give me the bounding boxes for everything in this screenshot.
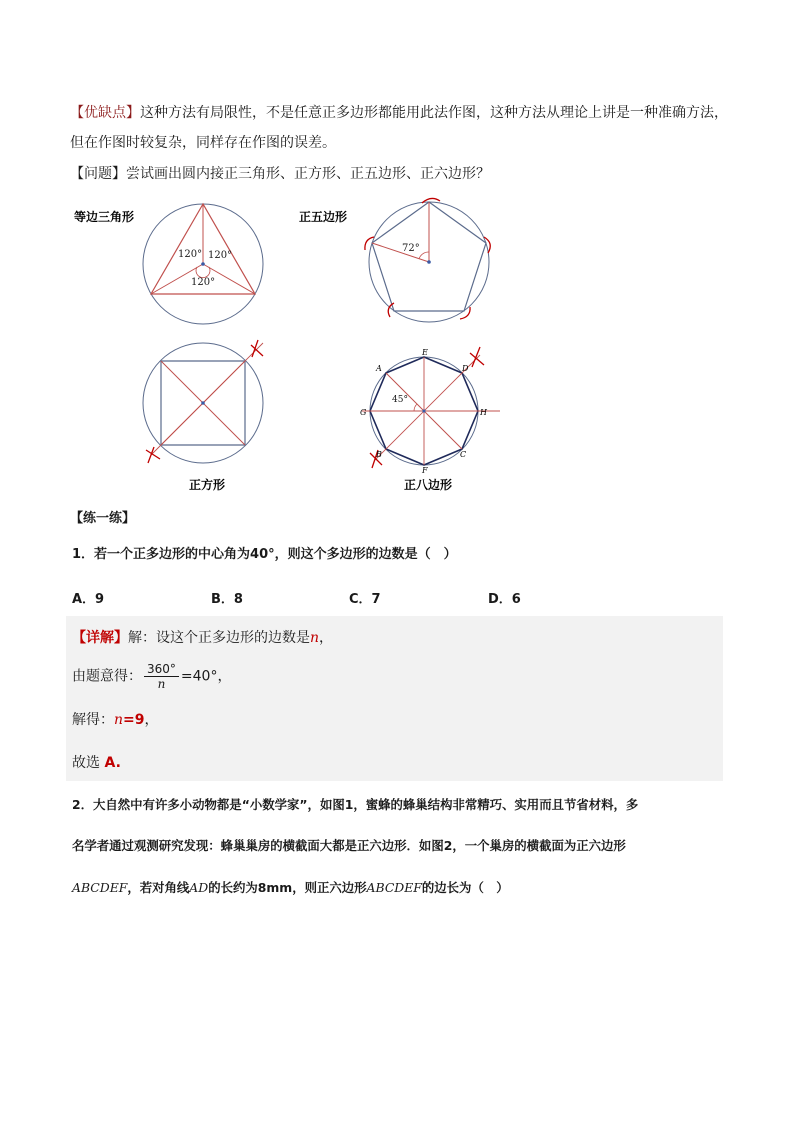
solution-result: =9 [123,712,145,728]
solution-fraction [144,662,179,691]
triangle-figure [143,204,263,324]
octagon-point-d: D [462,364,469,373]
octagon-point-e: E [422,348,428,357]
q2-text-3a: ，若对角线 [127,880,190,895]
solution-line-4 [72,753,121,773]
intro-tag: 【优缺点】 [70,105,140,121]
q2-var-abcdef: ABCDEF [72,880,128,895]
intro-text-1: 这种方法有局限性，不是任意正多边形都能用此法作图，这种方法从理论上讲是一种准确方法， [140,105,728,121]
octagon-label: 正八边形 [404,478,453,492]
octagon-point-f: F [422,466,428,475]
polygon-figures [60,195,520,500]
q2-line-1: 2．大自然中有许多小动物都是“小数学家”，如图1，蜜蜂的蜂巢结构非常精巧、实用而且节省材料，多 [72,797,639,812]
practice-heading: 【练一练】 [70,511,136,526]
octagon-point-a: A [376,364,382,373]
solution-text-3: 解得： [72,712,114,728]
triangle-angle-1: 120° [178,249,203,260]
fraction-numerator: 360° [144,662,179,677]
solution-tag: 【详解】 [72,630,128,646]
q1-choice-b: B．8 [211,592,243,607]
square-figure [143,340,263,463]
intro-line-1 [70,103,728,123]
question-line [70,164,490,184]
solution-line-3 [72,710,159,730]
q2-var-abcdef-2: ABCDEF [366,880,422,895]
octagon-point-h: H [480,408,487,417]
octagon-point-c: C [460,450,467,459]
q1-choice-d: D．6 [488,592,521,607]
pentagon-angle: 72° [402,243,420,254]
pentagon-figure [365,198,490,322]
q2-text-3b: 的长约为8mm，则正六边形 [208,880,367,895]
q1-choice-a: A．9 [72,592,105,607]
octagon-point-g: G [360,408,367,417]
solution-text-4: 故选 [72,755,100,771]
octagon-angle: 45° [392,395,408,405]
q2-line-3 [72,878,509,898]
question-text: 尝试画出圆内接正三角形、正方形、正五边形、正六边形？ [126,166,490,182]
q2-text-3c: 的边长为（ ） [421,880,509,895]
solution-answer: A [104,755,116,771]
solution-answer-dot: . [115,755,121,771]
q1-choice-c: C．7 [349,592,381,607]
triangle-label: 等边三角形 [74,210,135,224]
square-label: 正方形 [189,478,226,492]
octagon-point-b: B [376,450,382,459]
octagon-figure [360,347,500,475]
solution-var-n: n [310,630,320,646]
q1-stem: 1．若一个正多边形的中心角为40°，则这个多边形的边数是（ ） [72,547,457,562]
solution-text-2: 由题意得： [72,668,142,685]
intro-line-2: 但在作图时较复杂，同样存在作图的误差。 [70,135,336,151]
solution-text-1: 解：设这个正多边形的边数是 [128,630,310,646]
solution-text-3c: ， [144,712,159,728]
triangle-angle-2: 120° [208,250,233,261]
solution-text-2b: =40°， [180,668,232,685]
fraction-denominator: n [157,677,166,691]
solution-line-2 [72,662,231,691]
q2-var-ad: AD [189,880,209,895]
solution-line-1 [72,628,333,648]
question-tag: 【问题】 [70,166,126,182]
solution-text-1b: ， [319,630,334,646]
triangle-angle-3: 120° [191,277,216,288]
solution-var-n-2: n [114,712,124,728]
pentagon-label: 正五边形 [299,210,348,224]
q2-line-2: 名学者通过观测研究发现：蜂巢巢房的横截面大都是正六边形．如图2，一个巢房的横截面为正六边形 [72,838,626,853]
